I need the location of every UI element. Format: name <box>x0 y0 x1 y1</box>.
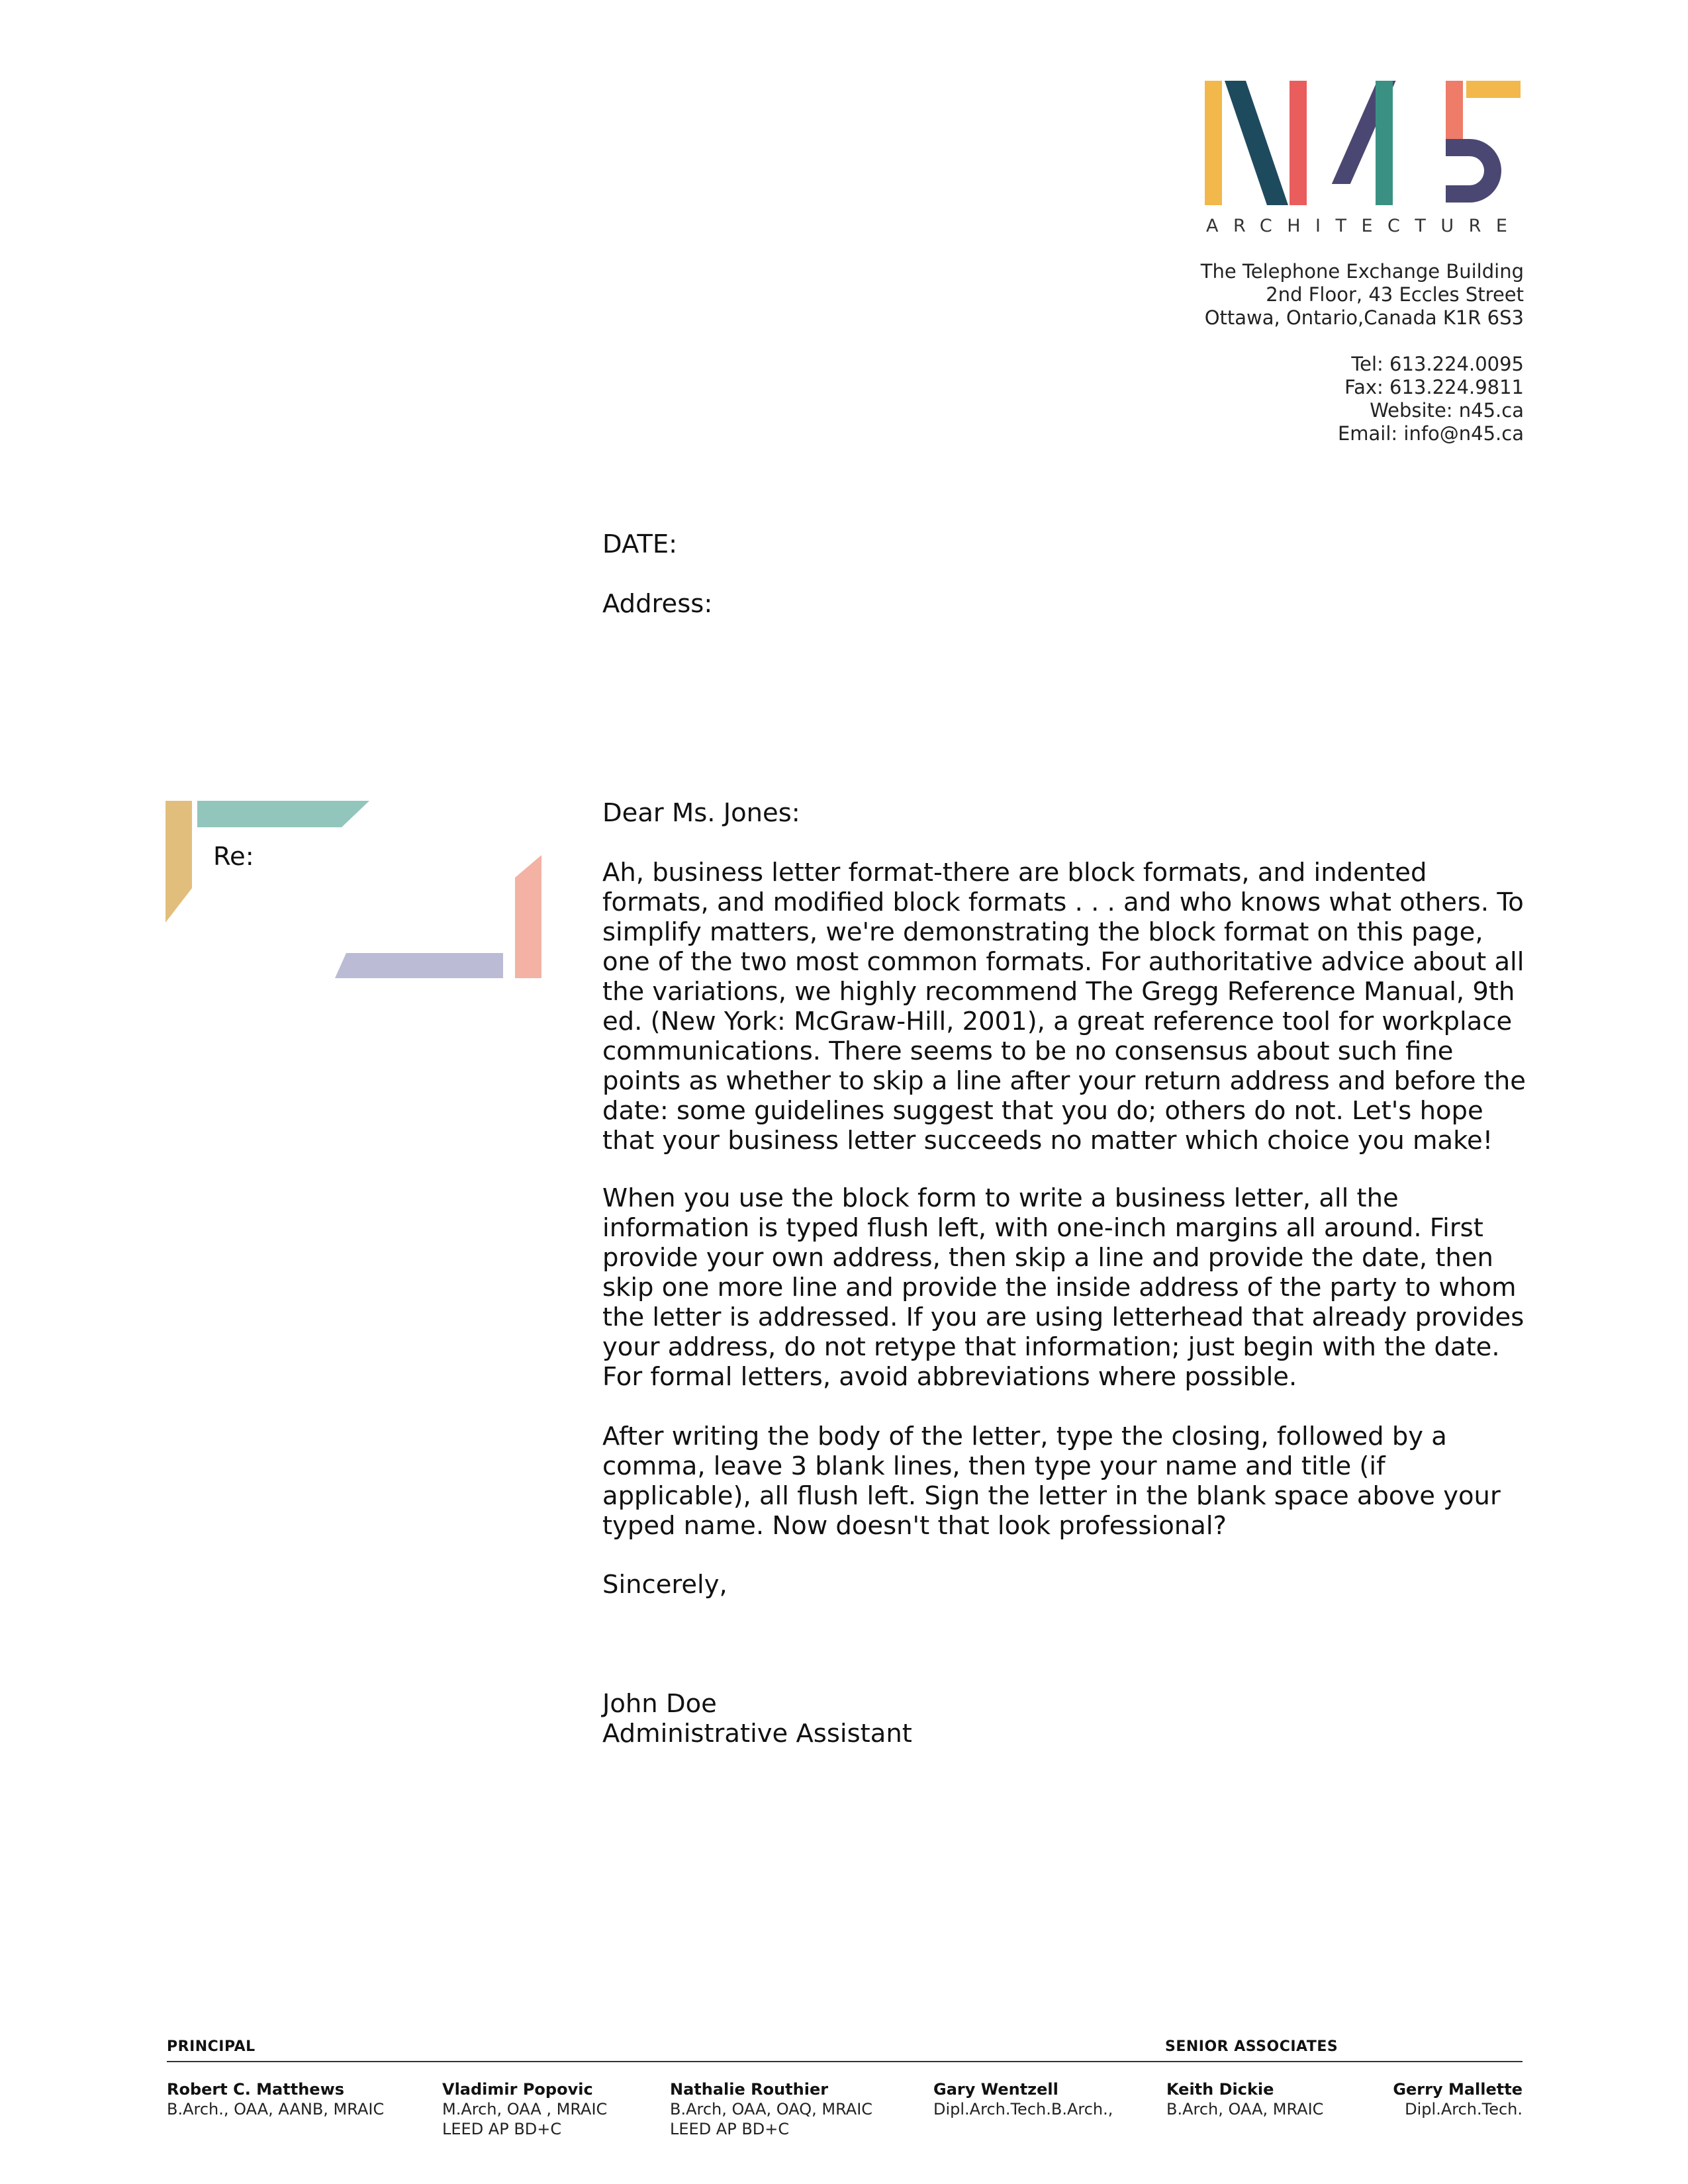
address-line-1: The Telephone Exchange Building <box>1200 260 1524 283</box>
re-label: Re: <box>213 842 254 872</box>
person-credentials: B.Arch., OAA, AANB, MRAIC <box>167 2100 385 2118</box>
logo-bar-2 <box>1225 81 1288 205</box>
contact-website[interactable]: Website: n45.ca <box>1370 399 1524 422</box>
logo-bowl <box>1446 139 1501 203</box>
person-credentials: Dipl.Arch.Tech. <box>1405 2100 1523 2118</box>
body-paragraph-3: After writing the body of the letter, type the closing, followed by a comma, leave 3 blank lines, then type your name and title (if applicable), all flush left. Sign the letter in the blank space above your typed name. Now doesn't that look professional? <box>602 1422 1501 1541</box>
re-decoration <box>165 801 543 979</box>
footer-person <box>670 2079 872 2139</box>
person-name: Robert C. Matthews <box>167 2080 345 2099</box>
principal-heading: PRINCIPAL <box>167 2038 256 2055</box>
logo-subtitle: ARCHITECTURE <box>1206 216 1523 236</box>
closing: Sincerely, <box>602 1570 727 1600</box>
person-credentials: Dipl.Arch.Tech.B.Arch., <box>933 2100 1113 2118</box>
contact-email[interactable]: Email: info@n45.ca <box>1337 422 1524 445</box>
deco-lavender-bar <box>335 953 503 978</box>
footer-person <box>1166 2079 1323 2119</box>
logo-bar-6 <box>1446 81 1463 147</box>
person-credentials: B.Arch, OAA, OAQ, MRAIC <box>670 2100 873 2118</box>
person-name: Vladimir Popovic <box>442 2080 593 2099</box>
footer-person <box>442 2079 607 2139</box>
logo-bar-5 <box>1376 81 1393 205</box>
address-line-3: Ottawa, Ontario,Canada K1R 6S3 <box>1204 306 1524 329</box>
n45-logo <box>1205 78 1523 210</box>
address-line-2: 2nd Floor, 43 Eccles Street <box>1266 283 1524 306</box>
body-paragraph-1: Ah, business letter format-there are block formats, and indented formats, and modified block formats . . . and who knows what others. To simplify matters, we're demonstrating the block format on this page, one of the two most common formats. For authoritative advice about all the variations, we highly recommend The Gregg Reference Manual, 9th ed. (New York: McGraw-Hill, 2001), a great reference tool for workplace communications. There seems to be no consensus about such fine points as whether to skip a line after your return address and before the date: some guidelines suggest that you do; others do not. Let's hope that your business letter succeeds no matter which choice you make! <box>602 858 1526 1156</box>
person-credentials: B.Arch, OAA, MRAIC <box>1166 2100 1324 2118</box>
footer-person <box>167 2079 384 2119</box>
logo-bar-1 <box>1205 81 1222 205</box>
person-credentials-2: LEED AP BD+C <box>670 2120 790 2138</box>
person-credentials: M.Arch, OAA , MRAIC <box>442 2100 608 2118</box>
footer-person <box>933 2079 1113 2119</box>
person-name: Gerry Mallette <box>1393 2080 1523 2099</box>
senior-associates-heading: SENIOR ASSOCIATES <box>1165 2038 1338 2055</box>
contact-fax: Fax: 613.224.9811 <box>1344 376 1524 398</box>
person-credentials-2: LEED AP BD+C <box>442 2120 562 2138</box>
contact-tel: Tel: 613.224.0095 <box>1351 353 1524 375</box>
company-address <box>1201 260 1524 330</box>
person-name: Gary Wentzell <box>933 2080 1058 2099</box>
salutation: Dear Ms. Jones: <box>602 798 800 828</box>
body-paragraph-2: When you use the block form to write a business letter, all the information is typed flush left, with one-inch margins all around. First provide your own address, then skip a line and provide the date, then skip one more line and provide the inside address of the party to whom the letter is addressed. If you are using letterhead that already provides your address, do not retype that information; just begin with the date. For formal letters, avoid abbreviations where possible. <box>602 1183 1524 1392</box>
logo-bar-3 <box>1289 81 1307 205</box>
logo-bar-7 <box>1466 81 1521 98</box>
deco-teal-bar <box>197 801 369 827</box>
footer-divider <box>167 2061 1523 2062</box>
person-name: Nathalie Routhier <box>670 2080 829 2099</box>
deco-pink-bar <box>515 855 541 978</box>
signer-name: John Doe <box>602 1689 717 1719</box>
date-label: DATE: <box>602 529 678 559</box>
deco-gold-bar <box>165 801 192 923</box>
footer-person <box>1393 2079 1523 2119</box>
person-name: Keith Dickie <box>1166 2080 1274 2099</box>
signer-title: Administrative Assistant <box>602 1719 912 1749</box>
company-contact <box>1338 353 1524 445</box>
recipient-address-label: Address: <box>602 589 713 619</box>
